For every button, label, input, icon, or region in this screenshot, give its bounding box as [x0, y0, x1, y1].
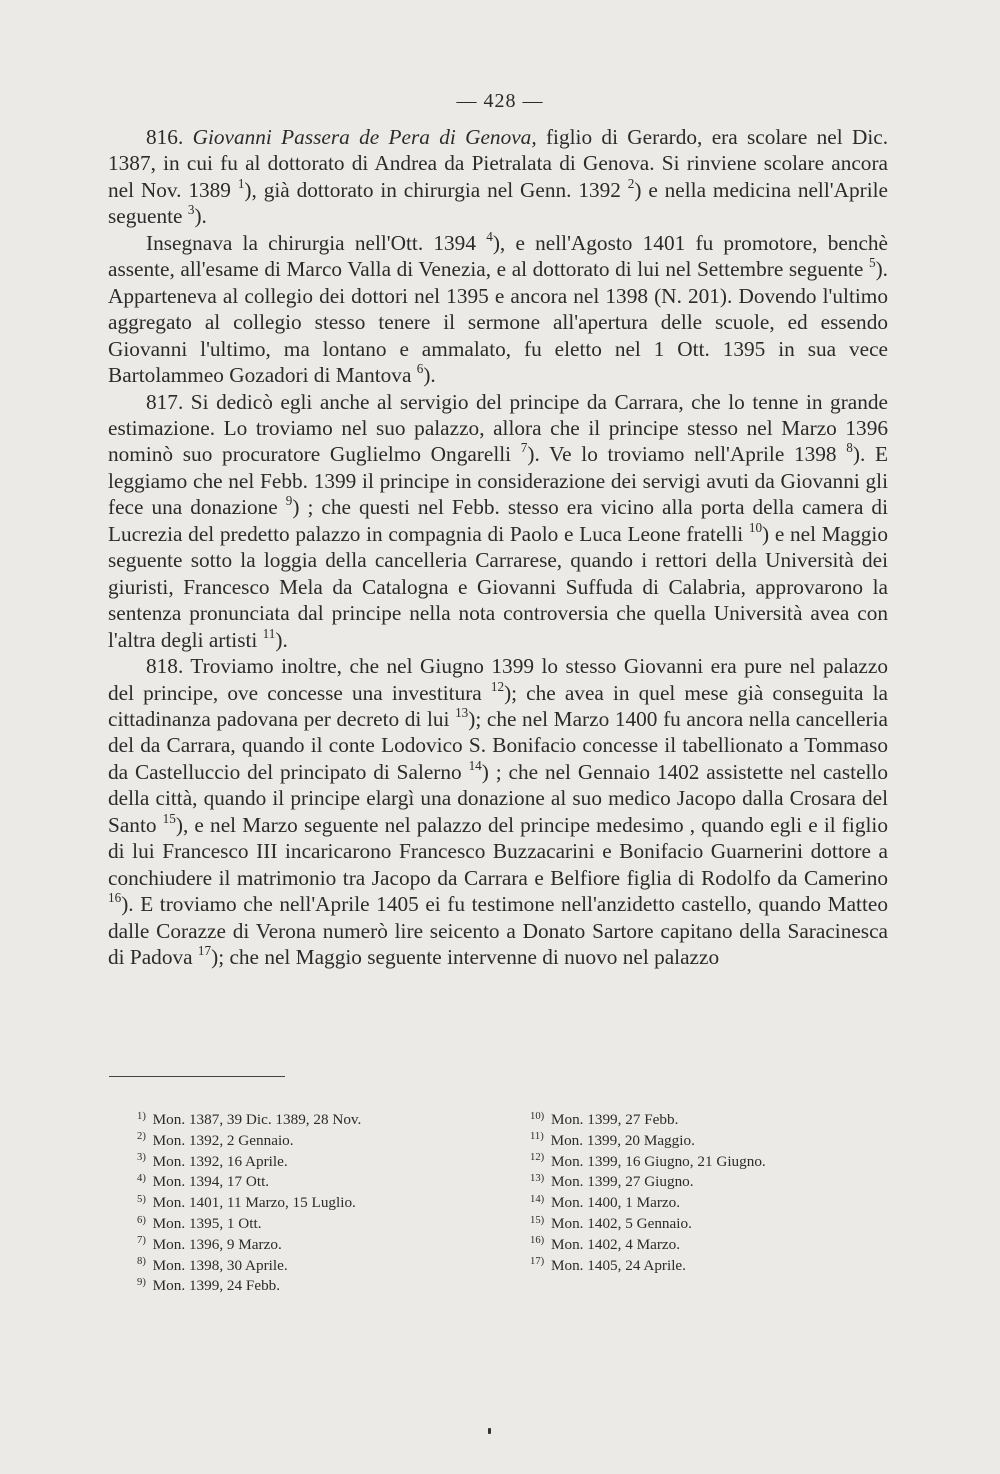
footnote-ref: 9: [285, 493, 293, 509]
paragraph: [108, 124, 888, 230]
text-run: ). Ve lo troviamo nell'Aprile 1398: [527, 442, 847, 467]
footnote: [137, 1131, 467, 1152]
footnote-ref: 3: [187, 202, 195, 218]
footnote-ref: 10: [748, 519, 763, 535]
footnote: [530, 1172, 860, 1193]
text-run: ).: [423, 363, 436, 388]
body-text: [108, 124, 888, 971]
text-run: ); che avea in quel mese già conseguita la cittadinanza padovana per decreto di lui: [108, 680, 888, 731]
footnote-text: Mon. 1395, 1 Ott.: [152, 1214, 262, 1232]
footnote-text: Mon. 1402, 5 Gennaio.: [550, 1214, 692, 1232]
footnote-number: 2): [137, 1131, 146, 1143]
footnote-text: Mon. 1400, 1 Marzo.: [550, 1194, 681, 1212]
footnote-ref: 17: [197, 942, 212, 958]
footnote-text: Mon. 1399, 24 Febb.: [152, 1277, 281, 1295]
footnote-ref: 12: [490, 678, 505, 694]
text-run: ); che nel Maggio seguente intervenne di nuovo nel palazzo: [211, 945, 720, 970]
text-run: ). E troviamo che nell'Aprile 1405 ei fu testimone nell'anzidetto castello, quando Matteo dalle Corazze di Verona numerò lire seicento a Donato Sartore capitano della Saracinesca di Padova: [108, 892, 888, 970]
footnote-text: Mon. 1392, 16 Aprile.: [152, 1152, 288, 1170]
footnote-number: 15): [530, 1214, 545, 1226]
footnote-number: 12): [530, 1152, 545, 1164]
footnote: [530, 1214, 860, 1235]
text-run: ).: [275, 627, 288, 652]
footnote: [530, 1193, 860, 1214]
footnote-ref: 14: [468, 757, 482, 773]
footnote: [137, 1235, 467, 1256]
footnote-ref: 5: [868, 255, 876, 271]
footnote-number: 4): [137, 1173, 146, 1185]
footnote-text: Mon. 1399, 20 Maggio.: [550, 1131, 695, 1149]
footnote-text: Mon. 1402, 4 Marzo.: [550, 1235, 681, 1253]
page-number: — 428 —: [456, 90, 544, 112]
footnote-text: Mon. 1398, 30 Aprile.: [152, 1256, 288, 1274]
text-run: ); che nel Marzo 1400 fu ancora nella cancelleria del da Carrara, quando il conte Lodovico S. Bonifacio concesse il tabellionato a Tommaso da Castelluccio del principato di Salerno: [108, 706, 888, 784]
footnote-number: 5): [137, 1193, 146, 1205]
footnote: [137, 1276, 467, 1297]
footnote: [137, 1256, 467, 1277]
footnote: [530, 1235, 860, 1256]
paragraph: [108, 230, 888, 389]
text-run: ).: [194, 204, 207, 229]
footnote-number: 6): [137, 1214, 146, 1226]
footnote: [530, 1152, 860, 1173]
paragraph: [108, 653, 888, 970]
text-run: ). E leggiamo che nel Febb. 1399 il principe in considerazione dei servigi avuti da Giovanni gli fece una donazione: [108, 442, 888, 520]
footnote-text: Mon. 1394, 17 Ott.: [152, 1173, 270, 1191]
footnote-ref: 16: [108, 889, 122, 905]
footnote-text: Mon. 1399, 27 Febb.: [550, 1111, 679, 1128]
footnote-ref: 1: [237, 175, 245, 191]
footnote: [530, 1256, 860, 1277]
text-run: ) e nel Maggio seguente sotto la loggia della cancelleria Carrarese, quando i rettori della Università dei giuristi, Francesco Mela da Catalogna e Giovanni Suffuda di Calabria, approvarono la sentenza pronunciata dal principe nella nota controversia che quella Università avea con l'altra degli artisti: [108, 521, 888, 652]
footnote-ref: 15: [162, 810, 176, 826]
text-run: 818. Troviamo inoltre, che nel Giugno 1399 lo stesso Giovanni era pure nel palazzo del principe, ove concesse una investitura: [108, 654, 888, 705]
paragraph: [108, 389, 888, 654]
footnote-number: 16): [530, 1235, 545, 1247]
text-run: ). Apparteneva al collegio dei dottori nel 1395 e ancora nel 1398 (N. 201). Dovendo l'ultimo aggregato al collegio stesso tenere il sermone all'apertura delle scuole, ed essendo Giovanni l'ultimo, ma lontano e ammalato, fu eletto nel 1 Ott. 1395 in sua vece Bartolammeo Gozadori di Mantova: [108, 257, 888, 388]
text-run: ), e nell'Agosto 1401 fu promotore, benchè assente, all'esame di Marco Valla di Venezia, e al dottorato di lui nel Settembre seguente: [108, 230, 888, 282]
text-run: 816.: [146, 125, 193, 149]
text-run: ) ; che nel Gennaio 1402 assistette nel castello della città, quando il principe elargì una donazione al suo medico Jacopo dalla Crosara del Santo: [108, 759, 888, 837]
footnote-ref: 4: [486, 228, 493, 244]
text-run: figlio di Gerardo, era scolare nel Dic. 1387, in cui fu al dottorato di Andrea da Pietralata di Genova. Si rinviene scolare ancora nel Nov. 1389: [108, 125, 889, 202]
footnote: [137, 1214, 467, 1235]
footnote-ref: 11: [262, 625, 276, 641]
footnote-ref: 7: [520, 440, 528, 456]
footnote-number: 3): [137, 1152, 146, 1164]
footnote: [137, 1193, 467, 1214]
footnote-text: Mon. 1399, 16 Giugno, 21 Giugno.: [550, 1152, 766, 1170]
footnote-number: 8): [137, 1256, 146, 1268]
footnote-number: 13): [530, 1173, 545, 1185]
footnote-number: 11): [530, 1131, 544, 1143]
footnotes-right-column: [530, 1110, 860, 1276]
footnote-separator: [109, 1076, 285, 1077]
footnote: [137, 1172, 467, 1193]
footnote-text: Mon. 1401, 11 Marzo, 15 Luglio.: [152, 1194, 356, 1212]
text-run: ), e nel Marzo seguente nel palazzo del principe medesimo , quando egli e il figlio di lui Francesco III incaricarono Francesco Buzzacarini e Bonifacio Guarnerini dottore a conchiudere il matrimonio tra Jacopo da Carrara e Belfiore figlia di Rodolfo da Camerino: [108, 812, 888, 890]
text-run: ) e nella medicina nell'Aprile seguente: [108, 177, 888, 229]
footnote-text: Mon. 1396, 9 Marzo.: [152, 1235, 282, 1253]
text-run: ) ; che questi nel Febb. stesso era vicino alla porta della camera di Lucrezia del predetto palazzo in compagnia di Paolo e Luca Leone fratelli: [108, 495, 888, 546]
footnote-ref: 6: [416, 360, 424, 376]
footnote-ref: 13: [455, 704, 469, 720]
footnote-number: 9): [137, 1277, 146, 1289]
footnote: [530, 1110, 860, 1131]
footnote-text: Mon. 1387, 39 Dic. 1389, 28 Nov.: [152, 1111, 362, 1128]
footnote: [137, 1110, 467, 1131]
footnote: [137, 1152, 467, 1173]
footnote-ref: 2: [627, 175, 635, 191]
italic-name: Giovanni Passera de Pera di Genova,: [192, 125, 537, 149]
text-run: ), già dottorato in chirurgia nel Genn. 1392: [244, 177, 628, 202]
ink-speck: [488, 1428, 491, 1434]
footnote-text: Mon. 1399, 27 Giugno.: [550, 1173, 694, 1191]
footnote-ref: 8: [846, 440, 853, 456]
footnote: [530, 1131, 860, 1152]
text-run: 817. Si dedicò egli anche al servigio del principe da Carrara, che lo tenne in grande estimazione. Lo troviamo nel suo palazzo, allora che il principe stesso nel Marzo 1396 nominò suo procuratore Guglielmo Ongarelli: [108, 389, 888, 467]
footnote-number: 17): [530, 1256, 545, 1268]
footnotes-left-column: [137, 1110, 467, 1297]
text-run: Insegnava la chirurgia nell'Ott. 1394: [146, 230, 487, 255]
footnote-number: 14): [530, 1193, 545, 1205]
footnote-number: 7): [137, 1235, 146, 1247]
footnote-text: Mon. 1392, 2 Gennaio.: [152, 1131, 294, 1149]
footnote-text: Mon. 1405, 24 Aprile.: [550, 1256, 686, 1274]
footnote-number: 1): [137, 1110, 146, 1122]
footnote-number: 10): [530, 1110, 545, 1122]
